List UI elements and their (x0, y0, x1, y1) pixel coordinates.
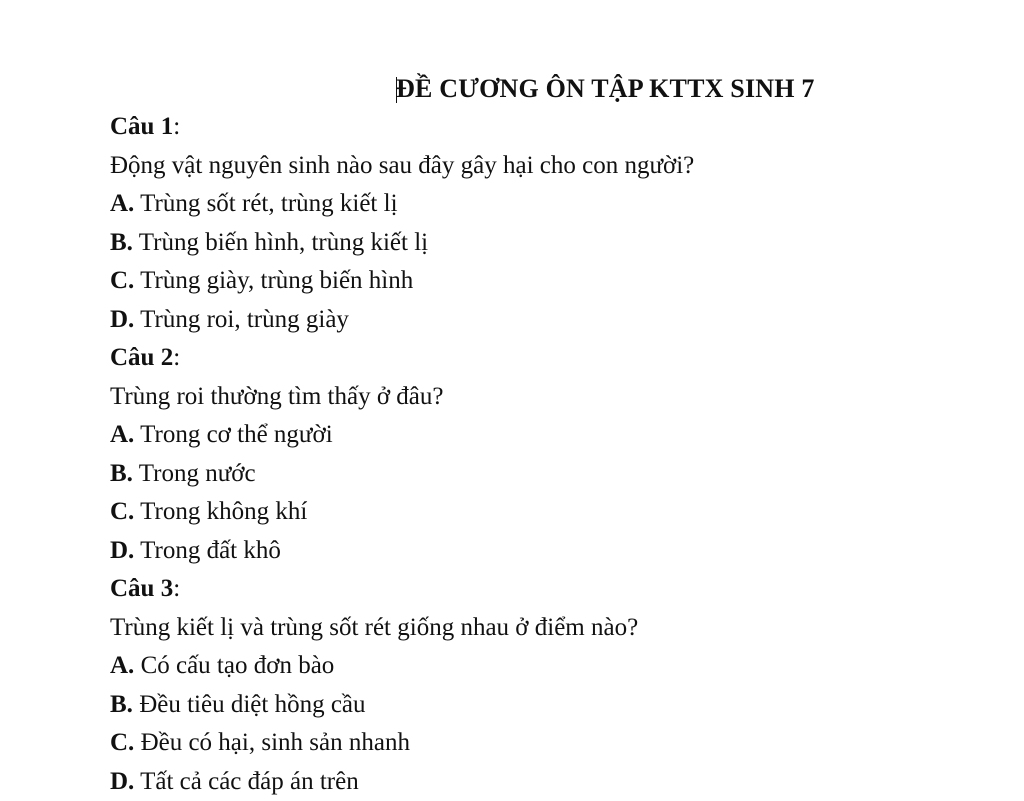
option-text: Trong cơ thể người (134, 421, 332, 448)
question-3-option-b (110, 686, 990, 725)
option-text: Trùng biến hình, trùng kiết lị (133, 229, 428, 256)
document-title: ĐỀ CƯƠNG ÔN TẬP KTTX SINH 7 (396, 74, 815, 104)
option-text: Tất cả các đáp án trên (134, 768, 358, 795)
option-text: Đều có hại, sinh sản nhanh (134, 729, 410, 756)
question-2-heading (110, 339, 990, 378)
question-2-option-c (110, 493, 990, 532)
option-letter: B. (110, 691, 133, 718)
question-1-colon: : (173, 113, 180, 140)
question-3-text: Trùng kiết lị và trùng sốt rét giống nhau ở điểm nào? (110, 609, 990, 648)
question-3-option-d (110, 763, 990, 801)
question-2-option-a (110, 416, 990, 455)
question-1-option-c (110, 262, 990, 301)
option-text: Có cấu tạo đơn bào (134, 652, 334, 679)
question-1-option-b (110, 224, 990, 263)
option-letter: C. (110, 498, 134, 525)
question-2-text: Trùng roi thường tìm thấy ở đâu? (110, 378, 990, 417)
option-letter: A. (110, 652, 134, 679)
question-1-label: Câu 1 (110, 113, 173, 140)
option-letter: B. (110, 229, 133, 256)
question-1-text: Động vật nguyên sinh nào sau đây gây hại cho con người? (110, 147, 990, 186)
question-2-option-d (110, 532, 990, 571)
question-3-option-a (110, 647, 990, 686)
option-text: Trùng roi, trùng giày (134, 306, 349, 333)
question-3-label: Câu 3 (110, 575, 173, 602)
option-text: Trong không khí (134, 498, 307, 525)
question-1-heading (110, 108, 990, 147)
question-3-heading (110, 570, 990, 609)
option-letter: B. (110, 460, 133, 487)
option-letter: D. (110, 537, 134, 564)
question-3-colon: : (173, 575, 180, 602)
question-2-option-b (110, 455, 990, 494)
question-2-label: Câu 2 (110, 344, 173, 371)
question-3-option-c (110, 724, 990, 763)
option-text: Đều tiêu diệt hồng cầu (133, 691, 366, 718)
option-text: Trùng sốt rét, trùng kiết lị (134, 190, 397, 217)
option-text: Trong đất khô (134, 537, 281, 564)
option-letter: C. (110, 267, 134, 294)
option-text: Trong nước (133, 460, 256, 487)
question-2-colon: : (173, 344, 180, 371)
document-body (110, 108, 990, 801)
option-text: Trùng giày, trùng biến hình (134, 267, 413, 294)
option-letter: A. (110, 421, 134, 448)
question-1-option-a (110, 185, 990, 224)
question-1-option-d (110, 301, 990, 340)
option-letter: D. (110, 306, 134, 333)
option-letter: A. (110, 190, 134, 217)
option-letter: D. (110, 768, 134, 795)
option-letter: C. (110, 729, 134, 756)
